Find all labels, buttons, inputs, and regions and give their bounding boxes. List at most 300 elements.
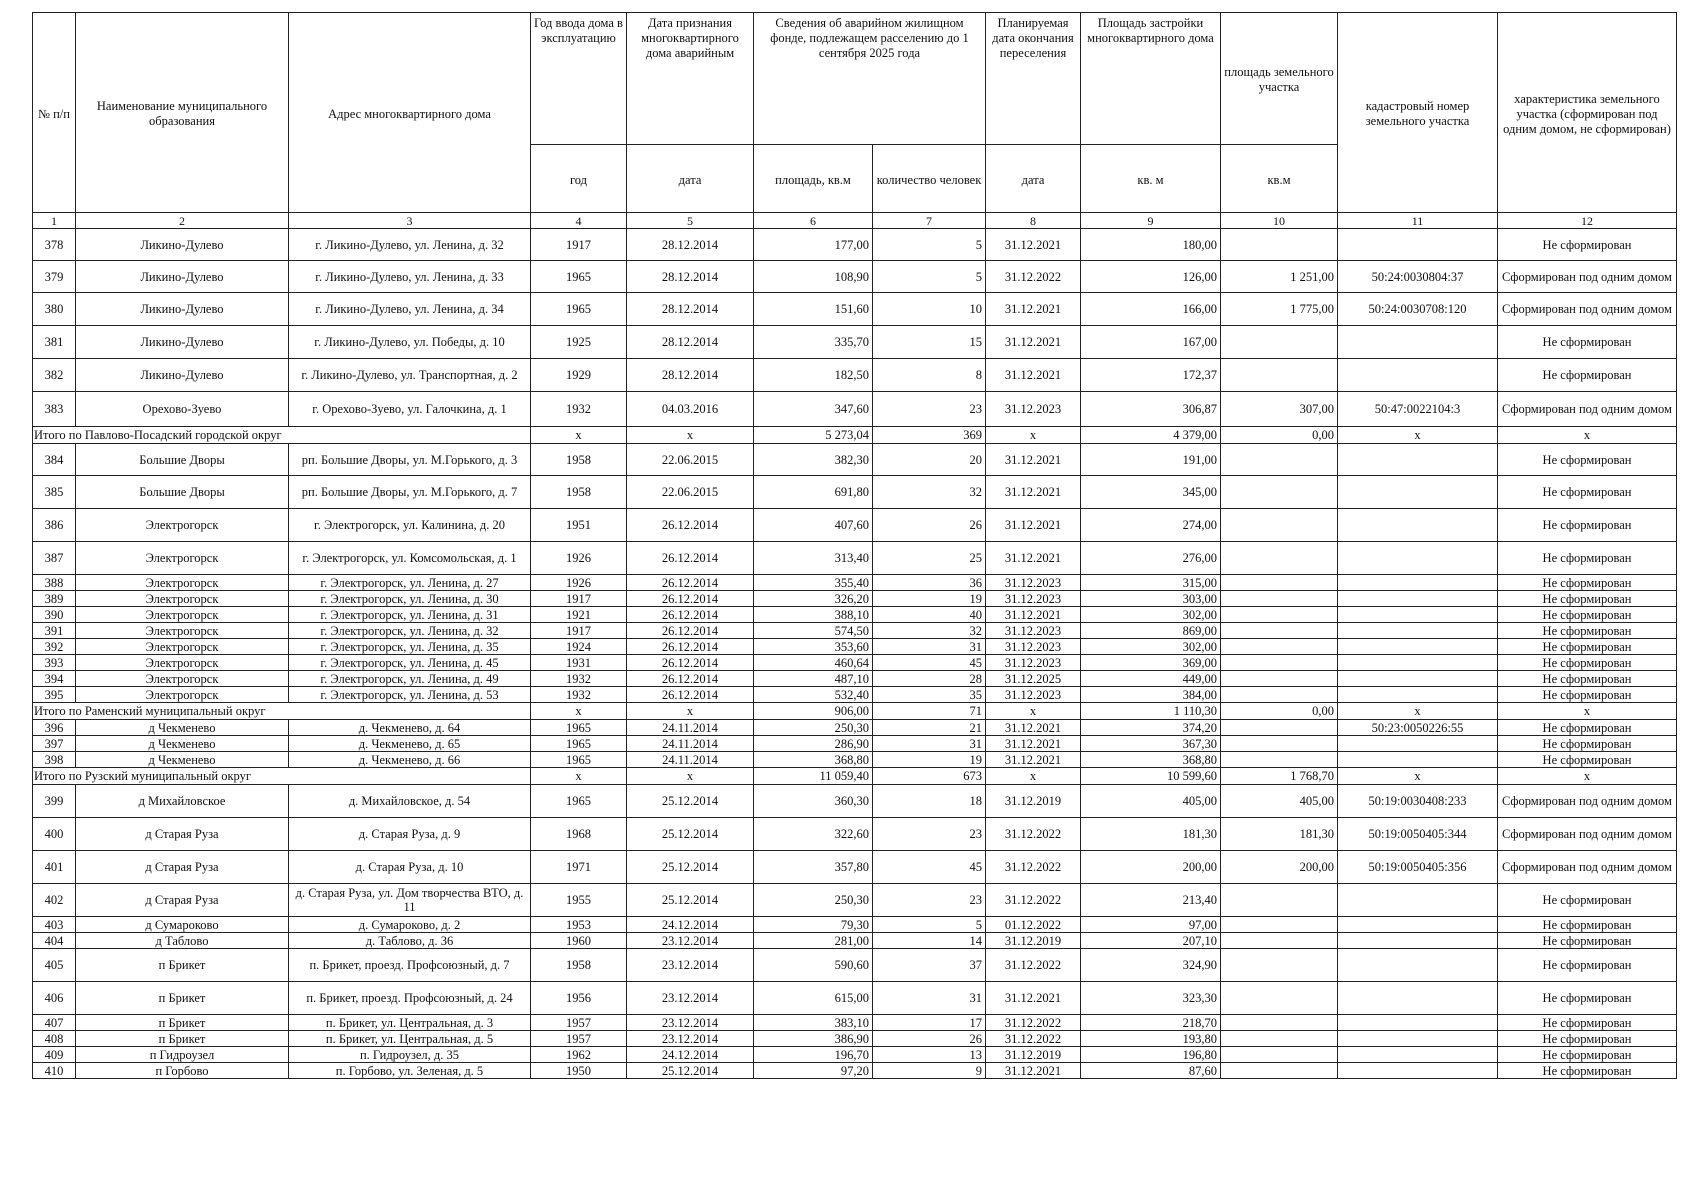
table-row — [33, 752, 1677, 768]
emergency-date: 28.12.2014 — [627, 326, 754, 359]
commission-year: 1965 — [531, 720, 627, 736]
building-area: 369,00 — [1081, 655, 1221, 671]
emergency-date: 28.12.2014 — [627, 359, 754, 392]
table-row — [33, 607, 1677, 623]
land-plot-status: Сформирован под одним домом — [1498, 293, 1677, 326]
table-row — [33, 982, 1677, 1015]
emergency-area: 357,80 — [754, 851, 873, 884]
commission-year: 1957 — [531, 1015, 627, 1031]
address: г. Электрогорск, ул. Ленина, д. 35 — [289, 639, 531, 655]
row-number: 391 — [33, 623, 76, 639]
total-building-area: 10 599,60 — [1081, 768, 1221, 785]
address: п. Брикет, проезд. Профсоюзный, д. 7 — [289, 949, 531, 982]
table-row — [33, 542, 1677, 575]
address: г. Электрогорск, ул. Калинина, д. 20 — [289, 509, 531, 542]
emergency-date: 26.12.2014 — [627, 542, 754, 575]
planned-end-date: 31.12.2023 — [986, 392, 1081, 427]
total-area: 906,00 — [754, 703, 873, 720]
address: п. Горбово, ул. Зеленая, д. 5 — [289, 1063, 531, 1079]
land-plot-status: Не сформирован — [1498, 949, 1677, 982]
address: г. Ликино-Дулево, ул. Победы, д. 10 — [289, 326, 531, 359]
commission-year: 1957 — [531, 1031, 627, 1047]
row-number: 406 — [33, 982, 76, 1015]
total-cadastral: x — [1338, 427, 1498, 444]
address: г. Ликино-Дулево, ул. Ленина, д. 34 — [289, 293, 531, 326]
table-row — [33, 1047, 1677, 1063]
total-status: x — [1498, 768, 1677, 785]
cadastral-number: 50:23:0050226:55 — [1338, 720, 1498, 736]
cadastral-number — [1338, 591, 1498, 607]
address: г. Орехово-Зуево, ул. Галочкина, д. 1 — [289, 392, 531, 427]
land-area — [1221, 607, 1338, 623]
emergency-date: 26.12.2014 — [627, 687, 754, 703]
planned-end-date: 31.12.2023 — [986, 639, 1081, 655]
commission-year: 1955 — [531, 884, 627, 917]
emergency-area: 382,30 — [754, 444, 873, 476]
building-area: 213,40 — [1081, 884, 1221, 917]
subheader-date: дата — [627, 145, 754, 213]
emergency-area: 97,20 — [754, 1063, 873, 1079]
cadastral-number — [1338, 687, 1498, 703]
header-planned-end-date: Планируемая дата окончания переселения — [986, 13, 1081, 145]
cadastral-number — [1338, 949, 1498, 982]
municipality-name: Электрогорск — [76, 623, 289, 639]
people-count: 26 — [873, 509, 986, 542]
subtotal-label: Итого по Павлово-Посадский городской округ — [33, 427, 531, 444]
emergency-area: 532,40 — [754, 687, 873, 703]
building-area: 367,30 — [1081, 736, 1221, 752]
total-cadastral: x — [1338, 703, 1498, 720]
people-count: 5 — [873, 229, 986, 261]
emergency-date: 26.12.2014 — [627, 623, 754, 639]
emergency-date: 23.12.2014 — [627, 949, 754, 982]
emergency-date: 23.12.2014 — [627, 982, 754, 1015]
commission-year: 1925 — [531, 326, 627, 359]
column-number-row — [33, 213, 1677, 229]
table-row — [33, 933, 1677, 949]
people-count: 28 — [873, 671, 986, 687]
total-end-date: x — [986, 768, 1081, 785]
commission-year: 1958 — [531, 476, 627, 509]
header-land-plot-status: характеристика земельного участка (сформирован под одним домом, не сформирован) — [1498, 13, 1677, 213]
total-people: 673 — [873, 768, 986, 785]
land-plot-status: Не сформирован — [1498, 982, 1677, 1015]
table-row — [33, 917, 1677, 933]
header-row-number: № п/п — [33, 13, 76, 213]
emergency-housing-table — [32, 12, 1677, 1079]
planned-end-date: 31.12.2021 — [986, 476, 1081, 509]
land-area — [1221, 1015, 1338, 1031]
municipality-name: п Брикет — [76, 949, 289, 982]
emergency-date: 25.12.2014 — [627, 884, 754, 917]
emergency-date: 26.12.2014 — [627, 509, 754, 542]
land-plot-status: Не сформирован — [1498, 639, 1677, 655]
municipality-name: д Михайловское — [76, 785, 289, 818]
commission-year: 1965 — [531, 752, 627, 768]
row-number: 404 — [33, 933, 76, 949]
table-row — [33, 720, 1677, 736]
planned-end-date: 31.12.2025 — [986, 671, 1081, 687]
subtotal-label: Итого по Раменский муниципальный округ — [33, 703, 531, 720]
column-number: 5 — [627, 213, 754, 229]
table-row — [33, 818, 1677, 851]
table-row — [33, 884, 1677, 917]
building-area: 218,70 — [1081, 1015, 1221, 1031]
table-row — [33, 623, 1677, 639]
planned-end-date: 31.12.2022 — [986, 1031, 1081, 1047]
emergency-date: 26.12.2014 — [627, 655, 754, 671]
row-number: 389 — [33, 591, 76, 607]
cadastral-number — [1338, 476, 1498, 509]
row-number: 385 — [33, 476, 76, 509]
table-row — [33, 851, 1677, 884]
emergency-area: 177,00 — [754, 229, 873, 261]
row-number: 380 — [33, 293, 76, 326]
land-area — [1221, 1063, 1338, 1079]
municipality-name: п Брикет — [76, 1015, 289, 1031]
emergency-area: 487,10 — [754, 671, 873, 687]
land-area — [1221, 671, 1338, 687]
address: г. Ликино-Дулево, ул. Ленина, д. 32 — [289, 229, 531, 261]
land-area — [1221, 736, 1338, 752]
land-plot-status: Не сформирован — [1498, 884, 1677, 917]
total-people: 369 — [873, 427, 986, 444]
land-area — [1221, 575, 1338, 591]
table-row — [33, 1063, 1677, 1079]
commission-year: 1921 — [531, 607, 627, 623]
address: д. Чекменево, д. 64 — [289, 720, 531, 736]
row-number: 405 — [33, 949, 76, 982]
land-area — [1221, 655, 1338, 671]
column-number: 9 — [1081, 213, 1221, 229]
table-body — [33, 229, 1677, 1079]
people-count: 8 — [873, 359, 986, 392]
land-area — [1221, 639, 1338, 655]
emergency-area: 383,10 — [754, 1015, 873, 1031]
land-plot-status: Не сформирован — [1498, 575, 1677, 591]
emergency-area: 322,60 — [754, 818, 873, 851]
address: д. Чекменево, д. 66 — [289, 752, 531, 768]
commission-year: 1971 — [531, 851, 627, 884]
municipality-name: д Старая Руза — [76, 851, 289, 884]
land-plot-status: Не сформирован — [1498, 444, 1677, 476]
planned-end-date: 31.12.2021 — [986, 982, 1081, 1015]
header-land-area: площадь земельного участка — [1221, 13, 1338, 145]
land-area — [1221, 687, 1338, 703]
land-plot-status: Не сформирован — [1498, 655, 1677, 671]
land-area: 307,00 — [1221, 392, 1338, 427]
subtotal-row — [33, 768, 1677, 785]
commission-year: 1965 — [531, 785, 627, 818]
commission-year: 1924 — [531, 639, 627, 655]
emergency-area: 182,50 — [754, 359, 873, 392]
cadastral-number: 50:47:0022104:3 — [1338, 392, 1498, 427]
address: п. Гидроузел, д. 35 — [289, 1047, 531, 1063]
building-area: 374,20 — [1081, 720, 1221, 736]
header-municipality: Наименование муниципального образования — [76, 13, 289, 213]
row-number: 381 — [33, 326, 76, 359]
land-plot-status: Сформирован под одним домом — [1498, 851, 1677, 884]
total-area: 11 059,40 — [754, 768, 873, 785]
total-cadastral: x — [1338, 768, 1498, 785]
municipality-name: Ликино-Дулево — [76, 326, 289, 359]
table-row — [33, 476, 1677, 509]
column-number: 10 — [1221, 213, 1338, 229]
cadastral-number — [1338, 509, 1498, 542]
people-count: 31 — [873, 736, 986, 752]
cadastral-number — [1338, 1015, 1498, 1031]
building-area: 323,30 — [1081, 982, 1221, 1015]
header-emergency-fund: Сведения об аварийном жилищном фонде, подлежащем расселению до 1 сентября 2025 года — [754, 13, 986, 145]
cadastral-number — [1338, 1063, 1498, 1079]
municipality-name: Электрогорск — [76, 639, 289, 655]
emergency-area: 335,70 — [754, 326, 873, 359]
emergency-date: 23.12.2014 — [627, 1015, 754, 1031]
people-count: 10 — [873, 293, 986, 326]
commission-year: 1958 — [531, 444, 627, 476]
emergency-date: 23.12.2014 — [627, 1031, 754, 1047]
header-emergency-date: Дата признания многоквартирного дома аварийным — [627, 13, 754, 145]
planned-end-date: 31.12.2021 — [986, 542, 1081, 575]
emergency-area: 388,10 — [754, 607, 873, 623]
address: д. Сумароково, д. 2 — [289, 917, 531, 933]
table-row — [33, 392, 1677, 427]
building-area: 345,00 — [1081, 476, 1221, 509]
emergency-area: 590,60 — [754, 949, 873, 982]
building-area: 276,00 — [1081, 542, 1221, 575]
table-row — [33, 671, 1677, 687]
emergency-area: 353,60 — [754, 639, 873, 655]
table-row — [33, 575, 1677, 591]
planned-end-date: 31.12.2021 — [986, 444, 1081, 476]
cadastral-number: 50:19:0030408:233 — [1338, 785, 1498, 818]
building-area: 181,30 — [1081, 818, 1221, 851]
land-area — [1221, 591, 1338, 607]
table-row — [33, 326, 1677, 359]
municipality-name: Электрогорск — [76, 509, 289, 542]
housing-register-sheet — [32, 12, 1676, 1079]
total-building-area: 1 110,30 — [1081, 703, 1221, 720]
land-plot-status: Не сформирован — [1498, 509, 1677, 542]
building-area: 126,00 — [1081, 261, 1221, 293]
row-number: 400 — [33, 818, 76, 851]
header-address: Адрес многоквартирного дома — [289, 13, 531, 213]
land-area: 405,00 — [1221, 785, 1338, 818]
emergency-area: 250,30 — [754, 884, 873, 917]
address: г. Ликино-Дулево, ул. Транспортная, д. 2 — [289, 359, 531, 392]
land-plot-status: Не сформирован — [1498, 671, 1677, 687]
municipality-name: д Таблово — [76, 933, 289, 949]
emergency-area: 574,50 — [754, 623, 873, 639]
emergency-date: 23.12.2014 — [627, 933, 754, 949]
planned-end-date: 31.12.2021 — [986, 752, 1081, 768]
municipality-name: Электрогорск — [76, 671, 289, 687]
emergency-date: 26.12.2014 — [627, 607, 754, 623]
cadastral-number — [1338, 1031, 1498, 1047]
address: д. Чекменево, д. 65 — [289, 736, 531, 752]
land-plot-status: Не сформирован — [1498, 229, 1677, 261]
land-area — [1221, 359, 1338, 392]
column-number: 11 — [1338, 213, 1498, 229]
land-area — [1221, 917, 1338, 933]
emergency-date: 28.12.2014 — [627, 261, 754, 293]
commission-year: 1965 — [531, 293, 627, 326]
people-count: 45 — [873, 655, 986, 671]
address: рп. Большие Дворы, ул. М.Горького, д. 7 — [289, 476, 531, 509]
people-count: 13 — [873, 1047, 986, 1063]
emergency-area: 368,80 — [754, 752, 873, 768]
land-plot-status: Не сформирован — [1498, 720, 1677, 736]
row-number: 382 — [33, 359, 76, 392]
cadastral-number — [1338, 655, 1498, 671]
land-plot-status: Не сформирован — [1498, 933, 1677, 949]
planned-end-date: 31.12.2021 — [986, 359, 1081, 392]
people-count: 17 — [873, 1015, 986, 1031]
total-people: 71 — [873, 703, 986, 720]
building-area: 172,37 — [1081, 359, 1221, 392]
total-land-area: 0,00 — [1221, 703, 1338, 720]
planned-end-date: 31.12.2022 — [986, 261, 1081, 293]
address: г. Электрогорск, ул. Комсомольская, д. 1 — [289, 542, 531, 575]
cadastral-number — [1338, 639, 1498, 655]
municipality-name: Большие Дворы — [76, 444, 289, 476]
people-count: 31 — [873, 982, 986, 1015]
building-area: 303,00 — [1081, 591, 1221, 607]
header-building-area: Площадь застройки многоквартирного дома — [1081, 13, 1221, 145]
total-date: x — [627, 768, 754, 785]
table-row — [33, 591, 1677, 607]
planned-end-date: 31.12.2023 — [986, 575, 1081, 591]
municipality-name: д Чекменево — [76, 736, 289, 752]
row-number: 386 — [33, 509, 76, 542]
subtotal-row — [33, 427, 1677, 444]
cadastral-number: 50:24:0030804:37 — [1338, 261, 1498, 293]
table-row — [33, 655, 1677, 671]
land-plot-status: Сформирован под одним домом — [1498, 261, 1677, 293]
municipality-name: Орехово-Зуево — [76, 392, 289, 427]
column-number: 4 — [531, 213, 627, 229]
land-area — [1221, 326, 1338, 359]
planned-end-date: 31.12.2021 — [986, 293, 1081, 326]
municipality-name: п Гидроузел — [76, 1047, 289, 1063]
emergency-area: 151,60 — [754, 293, 873, 326]
emergency-date: 24.11.2014 — [627, 752, 754, 768]
emergency-area: 691,80 — [754, 476, 873, 509]
land-area — [1221, 542, 1338, 575]
people-count: 21 — [873, 720, 986, 736]
planned-end-date: 31.12.2022 — [986, 851, 1081, 884]
municipality-name: Электрогорск — [76, 687, 289, 703]
building-area: 315,00 — [1081, 575, 1221, 591]
row-number: 390 — [33, 607, 76, 623]
commission-year: 1956 — [531, 982, 627, 1015]
cadastral-number — [1338, 542, 1498, 575]
land-plot-status: Не сформирован — [1498, 326, 1677, 359]
total-year: x — [531, 427, 627, 444]
header-commission-year: Год ввода дома в эксплуатацию — [531, 13, 627, 145]
total-land-area: 0,00 — [1221, 427, 1338, 444]
total-year: x — [531, 768, 627, 785]
address: п. Брикет, ул. Центральная, д. 5 — [289, 1031, 531, 1047]
planned-end-date: 31.12.2021 — [986, 607, 1081, 623]
land-plot-status: Не сформирован — [1498, 1063, 1677, 1079]
commission-year: 1958 — [531, 949, 627, 982]
commission-year: 1962 — [531, 1047, 627, 1063]
row-number: 403 — [33, 917, 76, 933]
building-area: 302,00 — [1081, 607, 1221, 623]
row-number: 393 — [33, 655, 76, 671]
emergency-date: 28.12.2014 — [627, 293, 754, 326]
land-plot-status: Не сформирован — [1498, 752, 1677, 768]
cadastral-number — [1338, 229, 1498, 261]
building-area: 167,00 — [1081, 326, 1221, 359]
table-row — [33, 1031, 1677, 1047]
subheader-land-sq-m: кв.м — [1221, 145, 1338, 213]
land-area — [1221, 1047, 1338, 1063]
municipality-name: Ликино-Дулево — [76, 293, 289, 326]
total-building-area: 4 379,00 — [1081, 427, 1221, 444]
land-area — [1221, 720, 1338, 736]
table-row — [33, 1015, 1677, 1031]
subheader-year: год — [531, 145, 627, 213]
table-row — [33, 293, 1677, 326]
cadastral-number — [1338, 1047, 1498, 1063]
address: д. Старая Руза, д. 10 — [289, 851, 531, 884]
commission-year: 1931 — [531, 655, 627, 671]
total-end-date: x — [986, 427, 1081, 444]
table-row — [33, 639, 1677, 655]
commission-year: 1950 — [531, 1063, 627, 1079]
column-number: 2 — [76, 213, 289, 229]
planned-end-date: 31.12.2023 — [986, 687, 1081, 703]
people-count: 15 — [873, 326, 986, 359]
building-area: 306,87 — [1081, 392, 1221, 427]
land-plot-status: Не сформирован — [1498, 1015, 1677, 1031]
land-area — [1221, 623, 1338, 639]
row-number: 402 — [33, 884, 76, 917]
row-number: 408 — [33, 1031, 76, 1047]
emergency-date: 25.12.2014 — [627, 785, 754, 818]
emergency-date: 24.11.2014 — [627, 720, 754, 736]
people-count: 37 — [873, 949, 986, 982]
cadastral-number — [1338, 607, 1498, 623]
municipality-name: Электрогорск — [76, 607, 289, 623]
table-row — [33, 687, 1677, 703]
land-area — [1221, 509, 1338, 542]
cadastral-number — [1338, 444, 1498, 476]
emergency-date: 25.12.2014 — [627, 851, 754, 884]
land-plot-status: Не сформирован — [1498, 1031, 1677, 1047]
planned-end-date: 31.12.2019 — [986, 1047, 1081, 1063]
building-area: 166,00 — [1081, 293, 1221, 326]
emergency-date: 26.12.2014 — [627, 639, 754, 655]
address: г. Электрогорск, ул. Ленина, д. 27 — [289, 575, 531, 591]
land-plot-status: Не сформирован — [1498, 542, 1677, 575]
cadastral-number: 50:24:0030708:120 — [1338, 293, 1498, 326]
column-number: 12 — [1498, 213, 1677, 229]
municipality-name: Электрогорск — [76, 591, 289, 607]
row-number: 384 — [33, 444, 76, 476]
subheader-end-date: дата — [986, 145, 1081, 213]
row-number: 398 — [33, 752, 76, 768]
planned-end-date: 31.12.2021 — [986, 736, 1081, 752]
municipality-name: Электрогорск — [76, 575, 289, 591]
address: д. Старая Руза, д. 9 — [289, 818, 531, 851]
municipality-name: Ликино-Дулево — [76, 229, 289, 261]
people-count: 9 — [873, 1063, 986, 1079]
land-plot-status: Не сформирован — [1498, 607, 1677, 623]
subtotal-row — [33, 703, 1677, 720]
